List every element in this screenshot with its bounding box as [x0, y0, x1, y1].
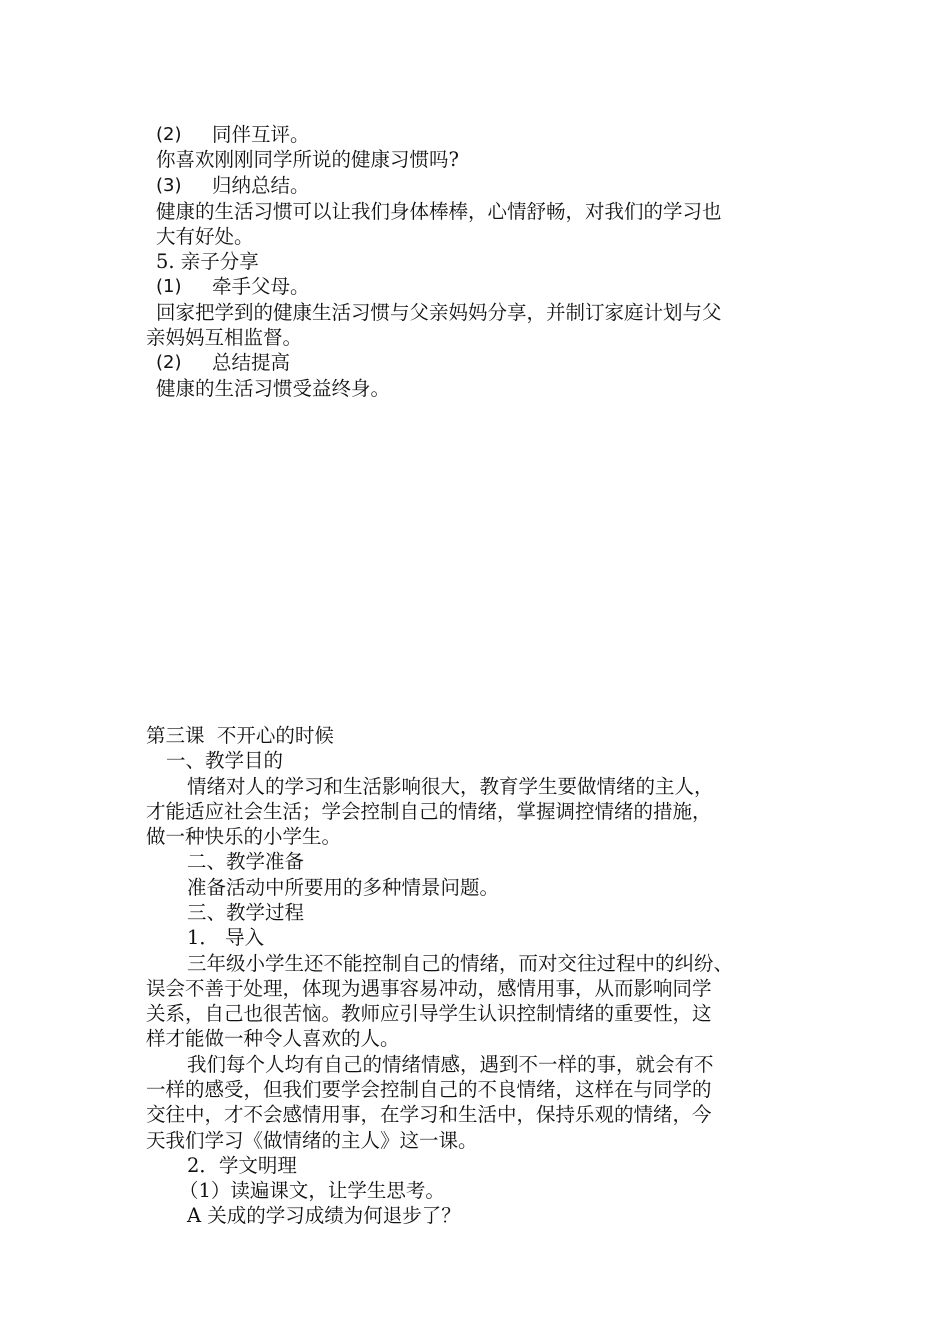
item-number: (1): [156, 276, 182, 297]
paragraph-line: 三年级小学生还不能控制自己的情绪，而对交往过程中的纠纷、: [187, 952, 734, 975]
section-heading: 一、教学目的: [166, 749, 284, 772]
paragraph-line: 才能适应社会生活；学会控制自己的情绪，掌握调控情绪的措施，: [146, 800, 712, 823]
item-3-line: [0, 173, 950, 199]
paragraph-line: 一样的感受，但我们要学会控制自己的不良情绪，这样在与同学的: [146, 1078, 712, 1101]
item-1-line: [0, 274, 950, 300]
paragraph-line: 情绪对人的学习和生活影响很大，教育学生要做情绪的主人，: [187, 775, 714, 798]
section-heading: 二、教学准备: [187, 850, 305, 873]
paragraph-line: 健康的生活习惯受益终身。: [156, 377, 391, 400]
question-line: A 关成的学习成绩为何退步了？: [187, 1204, 461, 1227]
section-heading: 三、教学过程: [187, 901, 305, 924]
item-text: 同伴互评。: [212, 123, 310, 146]
paragraph-line: 准备活动中所要用的多种情景问题。: [187, 876, 500, 899]
paragraph-line: 交往中，才不会感情用事，在学习和生活中，保持乐观的情绪，今: [146, 1103, 712, 1126]
item-number: (3): [156, 175, 182, 196]
item-text: 总结提高: [212, 351, 291, 374]
lesson-title: 第三课 不开心的时候: [146, 724, 334, 747]
paragraph-line: 样才能做一种令人喜欢的人。: [146, 1027, 400, 1050]
paragraph-line: 做一种快乐的小学生。: [146, 825, 342, 848]
section-heading: 5. 亲子分享: [156, 250, 259, 273]
paragraph-line: 大有好处。: [156, 225, 254, 248]
paragraph-line: 健康的生活习惯可以让我们身体棒棒，心情舒畅，对我们的学习也: [156, 200, 722, 223]
paragraph-line: 亲妈妈互相监督。: [146, 326, 303, 349]
paragraph-line: 关系，自己也很苦恼。教师应引导学生认识控制情绪的重要性，这: [146, 1002, 712, 1025]
step-heading: 1． 导入: [187, 926, 265, 949]
item-2-line: [0, 122, 950, 148]
paragraph-line: 我们每个人均有自己的情绪情感，遇到不一样的事，就会有不: [187, 1053, 714, 1076]
step-heading: 2．学文明理: [187, 1154, 297, 1177]
sub-heading: （1）读遍课文，让学生思考。: [179, 1179, 445, 1202]
question-line: 你喜欢刚刚同学所说的健康习惯吗?: [156, 148, 459, 171]
paragraph-line: 误会不善于处理，体现为遇事容易冲动，感情用事，从而影响同学: [146, 977, 712, 1000]
item-number: (2): [156, 352, 182, 373]
paragraph-line: 回家把学到的健康生活习惯与父亲妈妈分享，并制订家庭计划与父: [156, 301, 722, 324]
paragraph-line: 天我们学习《做情绪的主人》这一课。: [146, 1129, 478, 1152]
item-text: 牵手父母。: [212, 275, 310, 298]
item-2-line: [0, 350, 950, 376]
item-text: 归纳总结。: [212, 174, 310, 197]
item-number: (2): [156, 124, 182, 145]
